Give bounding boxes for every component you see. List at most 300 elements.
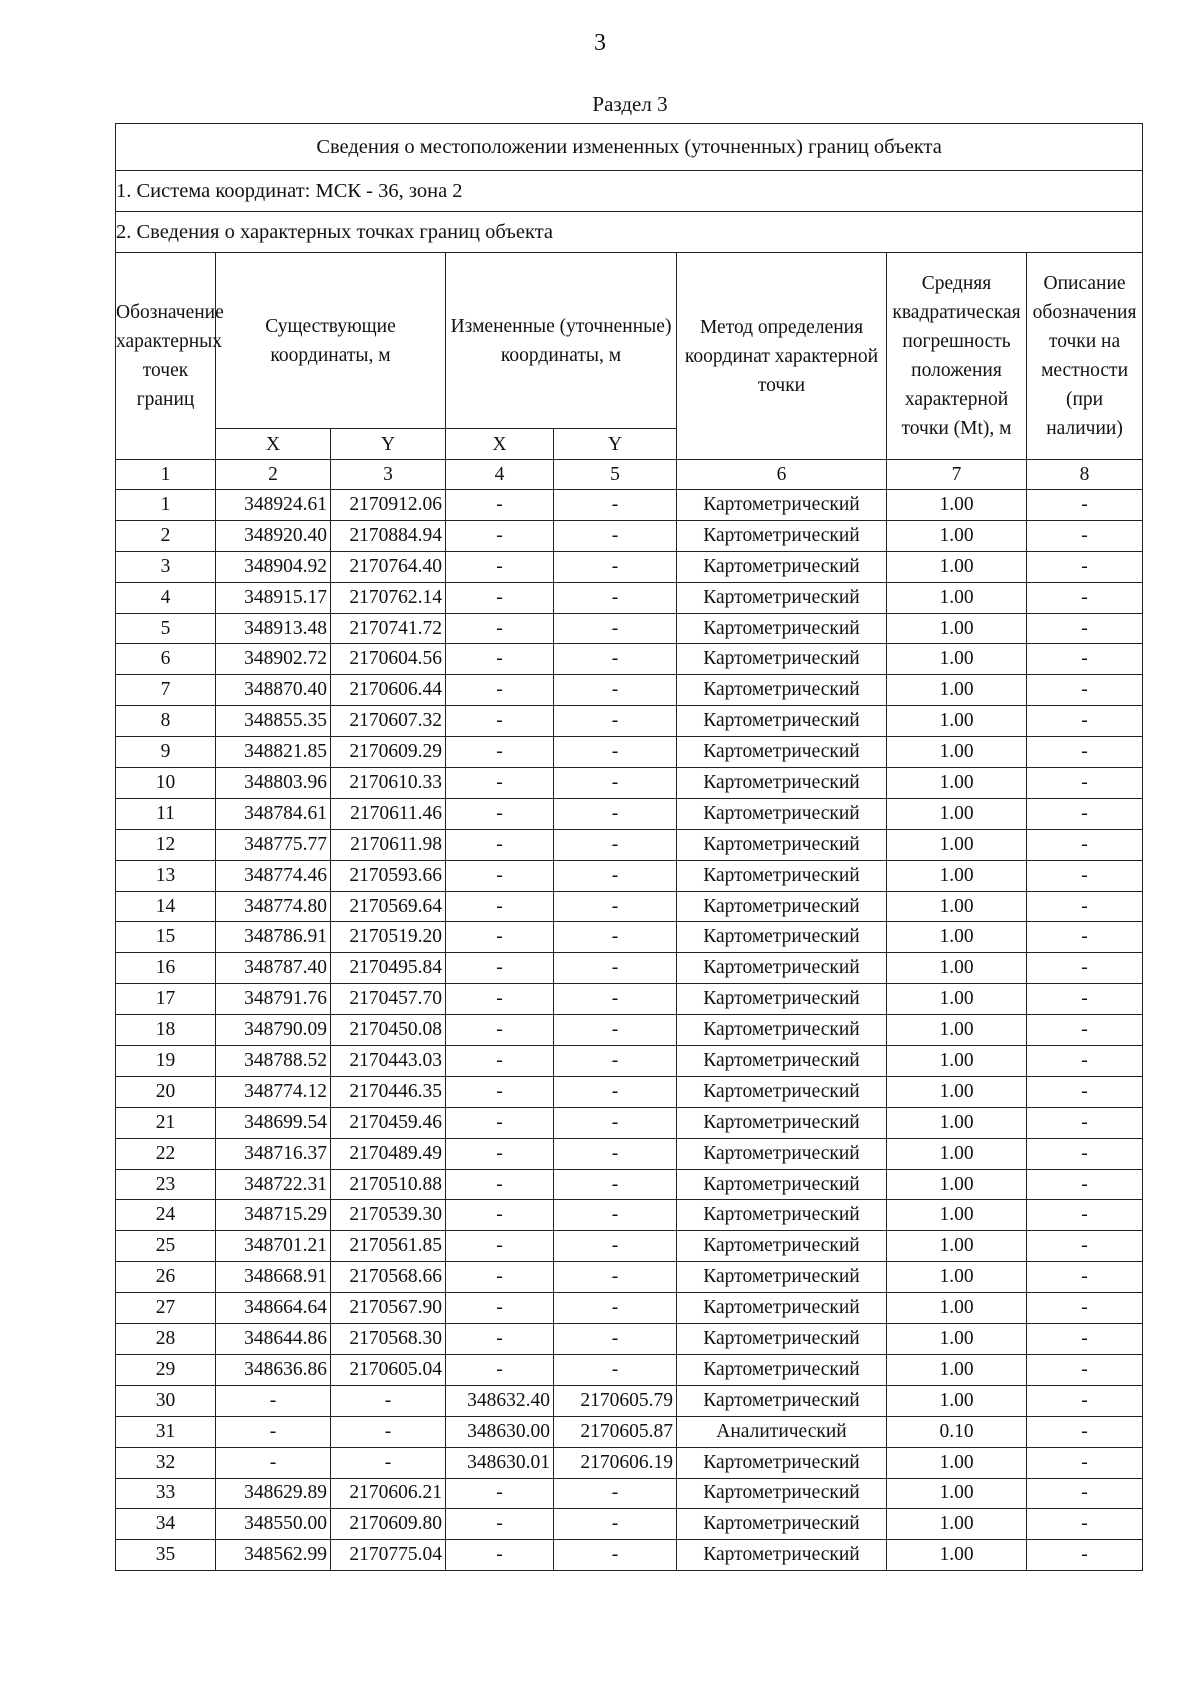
mean-square-error-cell: 1.00 (887, 860, 1027, 891)
changed-y-cell: - (554, 1478, 677, 1509)
point-number-cell: 30 (116, 1385, 216, 1416)
changed-x-cell: - (446, 798, 554, 829)
description-cell: - (1027, 860, 1143, 891)
method-cell: Картометрический (677, 737, 887, 768)
method-cell: Картометрический (677, 1169, 887, 1200)
header-existing-coords: Существующие координаты, м (216, 253, 446, 429)
existing-y-cell: 2170605.04 (331, 1354, 446, 1385)
method-cell: Картометрический (677, 1293, 887, 1324)
table-row (116, 1200, 1143, 1231)
existing-x-cell: - (216, 1385, 331, 1416)
changed-x-cell: - (446, 768, 554, 799)
point-number-cell: 9 (116, 737, 216, 768)
point-number-cell: 14 (116, 891, 216, 922)
existing-x-cell: 348924.61 (216, 490, 331, 521)
changed-y-cell: 2170605.79 (554, 1385, 677, 1416)
mean-square-error-cell: 1.00 (887, 644, 1027, 675)
changed-x-cell: - (446, 490, 554, 521)
mean-square-error-cell: 1.00 (887, 1447, 1027, 1478)
mean-square-error-cell: 1.00 (887, 1015, 1027, 1046)
method-cell: Картометрический (677, 798, 887, 829)
changed-y-cell: - (554, 1015, 677, 1046)
table-row (116, 706, 1143, 737)
mean-square-error-cell: 1.00 (887, 1200, 1027, 1231)
mean-square-error-cell: 1.00 (887, 1354, 1027, 1385)
table-row (116, 1169, 1143, 1200)
changed-x-cell: - (446, 737, 554, 768)
description-cell: - (1027, 1200, 1143, 1231)
existing-y-cell: 2170741.72 (331, 613, 446, 644)
column-number: 2 (216, 460, 331, 490)
existing-y-cell: - (331, 1416, 446, 1447)
existing-y-cell: - (331, 1447, 446, 1478)
table-row (116, 1015, 1143, 1046)
table-row (116, 1107, 1143, 1138)
mean-square-error-cell: 1.00 (887, 984, 1027, 1015)
existing-x-cell: 348562.99 (216, 1540, 331, 1571)
changed-x-cell: - (446, 675, 554, 706)
header-existing-y: Y (331, 429, 446, 460)
point-number-cell: 10 (116, 768, 216, 799)
table-row (116, 520, 1143, 551)
existing-y-cell: 2170457.70 (331, 984, 446, 1015)
existing-x-cell: 348701.21 (216, 1231, 331, 1262)
description-cell: - (1027, 1354, 1143, 1385)
changed-y-cell: - (554, 1046, 677, 1077)
changed-x-cell: - (446, 1046, 554, 1077)
existing-y-cell: 2170568.30 (331, 1324, 446, 1355)
table-row (116, 891, 1143, 922)
point-number-cell: 3 (116, 551, 216, 582)
existing-x-cell: 348791.76 (216, 984, 331, 1015)
changed-y-cell: - (554, 1324, 677, 1355)
mean-square-error-cell: 1.00 (887, 768, 1027, 799)
changed-x-cell: - (446, 551, 554, 582)
table-row (116, 551, 1143, 582)
description-cell: - (1027, 922, 1143, 953)
existing-y-cell: 2170495.84 (331, 953, 446, 984)
changed-y-cell: - (554, 1076, 677, 1107)
existing-y-cell: 2170764.40 (331, 551, 446, 582)
existing-x-cell: 348699.54 (216, 1107, 331, 1138)
changed-x-cell: - (446, 520, 554, 551)
existing-x-cell: 348774.46 (216, 860, 331, 891)
existing-x-cell: 348803.96 (216, 768, 331, 799)
method-cell: Картометрический (677, 891, 887, 922)
description-cell: - (1027, 520, 1143, 551)
mean-square-error-cell: 1.00 (887, 1540, 1027, 1571)
point-number-cell: 26 (116, 1262, 216, 1293)
description-cell: - (1027, 1015, 1143, 1046)
existing-y-cell: 2170519.20 (331, 922, 446, 953)
changed-y-cell: - (554, 1107, 677, 1138)
changed-y-cell: - (554, 984, 677, 1015)
changed-y-cell: - (554, 953, 677, 984)
existing-y-cell: 2170561.85 (331, 1231, 446, 1262)
method-cell: Картометрический (677, 860, 887, 891)
existing-y-cell: 2170569.64 (331, 891, 446, 922)
point-number-cell: 5 (116, 613, 216, 644)
changed-y-cell: - (554, 1200, 677, 1231)
existing-x-cell: 348920.40 (216, 520, 331, 551)
description-cell: - (1027, 1293, 1143, 1324)
existing-x-cell: 348716.37 (216, 1138, 331, 1169)
point-number-cell: 4 (116, 582, 216, 613)
point-number-cell: 12 (116, 829, 216, 860)
description-cell: - (1027, 1478, 1143, 1509)
table-row (116, 984, 1143, 1015)
changed-y-cell: - (554, 768, 677, 799)
changed-y-cell: - (554, 1231, 677, 1262)
point-number-cell: 13 (116, 860, 216, 891)
table-row (116, 1385, 1143, 1416)
existing-x-cell: 348821.85 (216, 737, 331, 768)
description-cell: - (1027, 706, 1143, 737)
point-number-cell: 6 (116, 644, 216, 675)
coordinate-system: 1. Система координат: МСК - 36, зона 2 (116, 171, 1143, 212)
table-row (116, 1354, 1143, 1385)
point-number-cell: 27 (116, 1293, 216, 1324)
changed-x-cell: - (446, 922, 554, 953)
description-cell: - (1027, 953, 1143, 984)
existing-x-cell: 348787.40 (216, 953, 331, 984)
existing-y-cell: 2170611.98 (331, 829, 446, 860)
method-cell: Картометрический (677, 1354, 887, 1385)
changed-x-cell: 348630.00 (446, 1416, 554, 1447)
point-number-cell: 16 (116, 953, 216, 984)
existing-x-cell: 348715.29 (216, 1200, 331, 1231)
point-number-cell: 7 (116, 675, 216, 706)
changed-y-cell: - (554, 737, 677, 768)
existing-y-cell: 2170568.66 (331, 1262, 446, 1293)
method-cell: Картометрический (677, 1324, 887, 1355)
method-cell: Картометрический (677, 1076, 887, 1107)
point-number-cell: 22 (116, 1138, 216, 1169)
description-cell: - (1027, 1416, 1143, 1447)
changed-x-cell: - (446, 1540, 554, 1571)
column-number: 4 (446, 460, 554, 490)
method-cell: Картометрический (677, 1015, 887, 1046)
existing-y-cell: 2170510.88 (331, 1169, 446, 1200)
description-cell: - (1027, 1324, 1143, 1355)
changed-y-cell: - (554, 1354, 677, 1385)
mean-square-error-cell: 1.00 (887, 706, 1027, 737)
point-number-cell: 31 (116, 1416, 216, 1447)
header-mean-square-error: Средняя квадратическая погрешность положения характерной точки (Mt), м (887, 253, 1027, 460)
description-cell: - (1027, 1540, 1143, 1571)
changed-y-cell: - (554, 675, 677, 706)
changed-y-cell: - (554, 1540, 677, 1571)
header-existing-x: X (216, 429, 331, 460)
changed-y-cell: 2170606.19 (554, 1447, 677, 1478)
method-cell: Картометрический (677, 768, 887, 799)
existing-x-cell: 348664.64 (216, 1293, 331, 1324)
boundary-points-table (115, 123, 1143, 1571)
point-number-cell: 29 (116, 1354, 216, 1385)
column-number: 8 (1027, 460, 1143, 490)
method-cell: Картометрический (677, 1138, 887, 1169)
mean-square-error-cell: 1.00 (887, 1138, 1027, 1169)
existing-y-cell: 2170567.90 (331, 1293, 446, 1324)
existing-y-cell: 2170489.49 (331, 1138, 446, 1169)
changed-y-cell: - (554, 582, 677, 613)
table-row (116, 922, 1143, 953)
existing-x-cell: 348774.80 (216, 891, 331, 922)
method-cell: Картометрический (677, 984, 887, 1015)
existing-x-cell: 348784.61 (216, 798, 331, 829)
changed-x-cell: - (446, 984, 554, 1015)
mean-square-error-cell: 1.00 (887, 1324, 1027, 1355)
point-number-cell: 19 (116, 1046, 216, 1077)
changed-x-cell: - (446, 1354, 554, 1385)
existing-x-cell: 348636.86 (216, 1354, 331, 1385)
changed-y-cell: - (554, 798, 677, 829)
header-description: Описание обозначения точки на местности (при наличии) (1027, 253, 1143, 460)
changed-y-cell: - (554, 1293, 677, 1324)
changed-y-cell: - (554, 644, 677, 675)
existing-x-cell: 348790.09 (216, 1015, 331, 1046)
changed-y-cell: - (554, 891, 677, 922)
table-row (116, 1509, 1143, 1540)
method-cell: Картометрический (677, 613, 887, 644)
mean-square-error-cell: 1.00 (887, 551, 1027, 582)
changed-y-cell: - (554, 1509, 677, 1540)
changed-x-cell: 348632.40 (446, 1385, 554, 1416)
description-cell: - (1027, 675, 1143, 706)
description-cell: - (1027, 490, 1143, 521)
mean-square-error-cell: 1.00 (887, 1385, 1027, 1416)
changed-y-cell: - (554, 1262, 677, 1293)
description-cell: - (1027, 1447, 1143, 1478)
changed-y-cell: - (554, 860, 677, 891)
mean-square-error-cell: 1.00 (887, 922, 1027, 953)
table-row (116, 1540, 1143, 1571)
point-number-cell: 17 (116, 984, 216, 1015)
existing-y-cell: - (331, 1385, 446, 1416)
column-number: 1 (116, 460, 216, 490)
table-row (116, 829, 1143, 860)
mean-square-error-cell: 1.00 (887, 1293, 1027, 1324)
changed-x-cell: - (446, 860, 554, 891)
existing-y-cell: 2170450.08 (331, 1015, 446, 1046)
changed-y-cell: - (554, 490, 677, 521)
column-number: 6 (677, 460, 887, 490)
existing-x-cell: 348786.91 (216, 922, 331, 953)
mean-square-error-cell: 1.00 (887, 613, 1027, 644)
mean-square-error-cell: 1.00 (887, 1076, 1027, 1107)
existing-y-cell: 2170606.21 (331, 1478, 446, 1509)
point-number-cell: 25 (116, 1231, 216, 1262)
existing-y-cell: 2170606.44 (331, 675, 446, 706)
table-row (116, 768, 1143, 799)
mean-square-error-cell: 1.00 (887, 798, 1027, 829)
existing-x-cell: 348788.52 (216, 1046, 331, 1077)
existing-x-cell: 348902.72 (216, 644, 331, 675)
changed-y-cell: 2170605.87 (554, 1416, 677, 1447)
table-row (116, 1231, 1143, 1262)
changed-x-cell: - (446, 582, 554, 613)
method-cell: Картометрический (677, 520, 887, 551)
column-number: 5 (554, 460, 677, 490)
mean-square-error-cell: 1.00 (887, 1107, 1027, 1138)
table-row (116, 953, 1143, 984)
description-cell: - (1027, 891, 1143, 922)
column-number: 7 (887, 460, 1027, 490)
page-number: 3 (594, 30, 606, 56)
description-cell: - (1027, 768, 1143, 799)
table-row (116, 644, 1143, 675)
description-cell: - (1027, 737, 1143, 768)
changed-y-cell: - (554, 829, 677, 860)
description-cell: - (1027, 551, 1143, 582)
changed-x-cell: - (446, 644, 554, 675)
mean-square-error-cell: 1.00 (887, 490, 1027, 521)
existing-x-cell: 348722.31 (216, 1169, 331, 1200)
mean-square-error-cell: 1.00 (887, 1231, 1027, 1262)
existing-x-cell: - (216, 1416, 331, 1447)
description-cell: - (1027, 1385, 1143, 1416)
changed-y-cell: - (554, 520, 677, 551)
existing-y-cell: 2170912.06 (331, 490, 446, 521)
existing-y-cell: 2170609.80 (331, 1509, 446, 1540)
existing-x-cell: 348644.86 (216, 1324, 331, 1355)
existing-y-cell: 2170610.33 (331, 768, 446, 799)
method-cell: Картометрический (677, 644, 887, 675)
table-row (116, 737, 1143, 768)
method-cell: Картометрический (677, 582, 887, 613)
description-cell: - (1027, 1262, 1143, 1293)
table-row (116, 1324, 1143, 1355)
description-cell: - (1027, 1046, 1143, 1077)
changed-x-cell: - (446, 1200, 554, 1231)
point-number-cell: 21 (116, 1107, 216, 1138)
method-cell: Картометрический (677, 1262, 887, 1293)
method-cell: Картометрический (677, 1046, 887, 1077)
changed-y-cell: - (554, 551, 677, 582)
changed-y-cell: - (554, 613, 677, 644)
existing-x-cell: 348870.40 (216, 675, 331, 706)
point-number-cell: 34 (116, 1509, 216, 1540)
table-row (116, 1046, 1143, 1077)
existing-y-cell: 2170884.94 (331, 520, 446, 551)
existing-y-cell: 2170593.66 (331, 860, 446, 891)
table-row (116, 1293, 1143, 1324)
method-cell: Картометрический (677, 1385, 887, 1416)
changed-x-cell: - (446, 1107, 554, 1138)
table-body (116, 490, 1143, 1571)
changed-x-cell: - (446, 1324, 554, 1355)
changed-y-cell: - (554, 1138, 677, 1169)
column-numbers-row (116, 460, 1143, 490)
existing-x-cell: 348775.77 (216, 829, 331, 860)
existing-y-cell: 2170604.56 (331, 644, 446, 675)
point-number-cell: 1 (116, 490, 216, 521)
existing-x-cell: 348774.12 (216, 1076, 331, 1107)
mean-square-error-cell: 1.00 (887, 1262, 1027, 1293)
table-row (116, 613, 1143, 644)
point-number-cell: 32 (116, 1447, 216, 1478)
description-cell: - (1027, 644, 1143, 675)
point-number-cell: 20 (116, 1076, 216, 1107)
description-cell: - (1027, 1076, 1143, 1107)
existing-y-cell: 2170459.46 (331, 1107, 446, 1138)
changed-x-cell: - (446, 1231, 554, 1262)
table-row (116, 798, 1143, 829)
point-number-cell: 2 (116, 520, 216, 551)
description-cell: - (1027, 582, 1143, 613)
mean-square-error-cell: 1.00 (887, 891, 1027, 922)
table-row (116, 1478, 1143, 1509)
table-row (116, 582, 1143, 613)
mean-square-error-cell: 1.00 (887, 1478, 1027, 1509)
description-cell: - (1027, 613, 1143, 644)
existing-x-cell: 348915.17 (216, 582, 331, 613)
point-number-cell: 23 (116, 1169, 216, 1200)
existing-x-cell: 348668.91 (216, 1262, 331, 1293)
method-cell: Картометрический (677, 829, 887, 860)
existing-y-cell: 2170446.35 (331, 1076, 446, 1107)
description-cell: - (1027, 1231, 1143, 1262)
changed-x-cell: - (446, 1015, 554, 1046)
table-row (116, 1416, 1143, 1447)
existing-x-cell: 348913.48 (216, 613, 331, 644)
changed-y-cell: - (554, 922, 677, 953)
description-cell: - (1027, 1138, 1143, 1169)
existing-y-cell: 2170609.29 (331, 737, 446, 768)
changed-x-cell: - (446, 891, 554, 922)
mean-square-error-cell: 1.00 (887, 675, 1027, 706)
method-cell: Картометрический (677, 953, 887, 984)
existing-y-cell: 2170443.03 (331, 1046, 446, 1077)
mean-square-error-cell: 1.00 (887, 1509, 1027, 1540)
changed-x-cell: - (446, 1138, 554, 1169)
existing-y-cell: 2170611.46 (331, 798, 446, 829)
method-cell: Аналитический (677, 1416, 887, 1447)
method-cell: Картометрический (677, 1107, 887, 1138)
table-row (116, 1262, 1143, 1293)
mean-square-error-cell: 1.00 (887, 829, 1027, 860)
method-cell: Картометрический (677, 1200, 887, 1231)
method-cell: Картометрический (677, 706, 887, 737)
point-number-cell: 18 (116, 1015, 216, 1046)
changed-x-cell: - (446, 706, 554, 737)
changed-x-cell: - (446, 1293, 554, 1324)
table-row (116, 1447, 1143, 1478)
changed-x-cell: - (446, 829, 554, 860)
changed-x-cell: - (446, 1169, 554, 1200)
header-point-designation: Обозначение характерных точек границ (116, 253, 216, 460)
points-heading: 2. Сведения о характерных точках границ объекта (116, 212, 1143, 253)
existing-y-cell: 2170762.14 (331, 582, 446, 613)
method-cell: Картометрический (677, 1540, 887, 1571)
changed-x-cell: - (446, 1509, 554, 1540)
changed-y-cell: - (554, 706, 677, 737)
method-cell: Картометрический (677, 1509, 887, 1540)
existing-y-cell: 2170539.30 (331, 1200, 446, 1231)
method-cell: Картометрический (677, 1231, 887, 1262)
changed-x-cell: - (446, 1262, 554, 1293)
header-changed-y: Y (554, 429, 677, 460)
changed-x-cell: 348630.01 (446, 1447, 554, 1478)
table-row (116, 1076, 1143, 1107)
table-title: Сведения о местоположении измененных (уточненных) границ объекта (116, 124, 1143, 171)
method-cell: Картометрический (677, 922, 887, 953)
description-cell: - (1027, 1107, 1143, 1138)
table-row (116, 860, 1143, 891)
point-number-cell: 8 (116, 706, 216, 737)
mean-square-error-cell: 1.00 (887, 1169, 1027, 1200)
description-cell: - (1027, 1169, 1143, 1200)
